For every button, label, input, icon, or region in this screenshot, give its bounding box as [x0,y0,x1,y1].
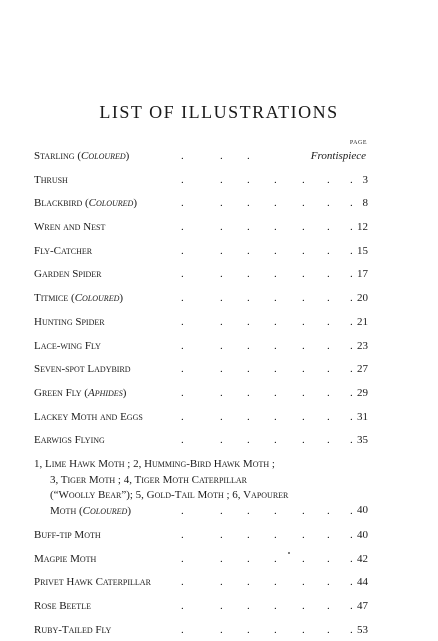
leader-dot: . [220,386,223,399]
leader-dot: . [181,150,184,162]
leader-dot: . [327,410,330,423]
leader-dot: . [302,173,305,186]
leader-dot: . [302,339,305,352]
leader-dot: . [274,504,277,517]
leader-dot: . [302,386,305,399]
leader-dot: . [350,268,353,281]
leader-dot: . [327,576,330,589]
entry-title-close: ) [119,292,124,305]
entry-title [34,291,123,305]
leader-dot: . [220,504,223,517]
page-number: 8 [362,197,368,210]
leader-dot: . [274,221,277,234]
leader-dot: . [274,410,277,423]
entry-title-italic: Coloured [74,292,120,305]
leader-dot: . [327,363,330,376]
leader-dot: . [274,434,277,447]
list-item [34,262,368,286]
leader-dot: . [302,623,305,636]
list-item [34,144,368,168]
page-number: 31 [357,410,368,423]
entry-title [34,149,129,163]
leader-dot: . [220,339,223,352]
leader-dot: . [350,173,353,186]
leader-dot: . [181,292,184,305]
leader-dot: . [247,528,250,541]
entry-title [34,196,137,210]
entry-title [34,410,143,424]
leader-dot: . [327,315,330,328]
leader-dot: . [181,504,184,517]
leader-dot: . [327,600,330,612]
leader-dot: . [247,504,250,517]
leader-dot: . [220,268,223,281]
leader-dot: . [181,410,184,423]
list-item [34,357,368,381]
leader-dot: . [181,339,184,352]
leader-dot: . [247,221,250,234]
leader-dot: . [220,576,223,589]
entry-title-text: Green Fly ( [34,386,88,399]
leader-dot: . [302,244,305,257]
leader-dot: . [274,363,277,376]
entry-title [34,433,105,447]
leader-dot: . [302,528,305,541]
leader-dot: . [274,173,277,186]
leader-dot: . [181,576,184,589]
entry-title [34,552,96,566]
entry-title-text: Lackey Moth and Eggs [34,410,143,423]
leader-dot: . [274,339,277,352]
leader-dot: . [327,173,330,186]
leader-dot: . [274,197,277,210]
page-number: 12 [357,221,368,234]
leader-dot: . [327,386,330,399]
leader-dot: . [327,623,330,636]
entry-title-italic: Aphides [87,386,123,399]
leader-dot: . [350,504,353,517]
list-item [34,239,368,263]
leader-dot: . [302,197,305,210]
leader-dot: . [274,576,277,589]
leader-dot: . [327,552,330,565]
leader-dot: . [181,363,184,376]
entry-title-close: ) [133,197,137,210]
list-item [34,310,368,334]
list-item [34,334,368,358]
entry-title-text: Earwigs Flying [34,434,105,447]
leader-dot: . [302,363,305,376]
page-number: 21 [357,315,368,328]
leader-dot: . [302,268,305,281]
page-number: 42 [357,552,368,565]
list-item-multiline [34,452,368,523]
leader-dot: . [220,244,223,257]
leader-dot: . [350,552,353,565]
leader-dot: . [220,410,223,423]
leader-dot: . [247,173,250,186]
leader-dot: . [350,315,353,328]
leader-dot: . [350,292,353,305]
page-number: 53 [357,623,368,636]
leader-dot: . [181,244,184,257]
list-item [34,191,368,215]
leader-dot: . [350,623,353,636]
page-number: 47 [357,600,368,612]
multi-line-4-italic: Coloured [82,504,128,517]
entry-title-text: Fly-Catcher [34,244,93,257]
leader-dot: . [302,292,305,305]
leader-dot: . [274,386,277,399]
leader-dot: . [181,528,184,541]
leader-dot: . [247,150,250,162]
leader-dot: . [350,244,353,257]
leader-dot: . [274,528,277,541]
leader-dot: . [247,434,250,447]
leader-dot: . [302,315,305,328]
leader-dot: . [350,576,353,589]
leader-dot: . [274,600,277,612]
leader-dot: . [247,386,250,399]
entry-title-italic: Coloured [88,197,134,210]
list-item [34,618,368,641]
leader-dot: . [220,434,223,447]
page-number: 29 [357,386,368,399]
list-item [34,547,368,571]
entry-title-text: Titmice ( [34,292,75,305]
leader-dot: . [181,552,184,565]
leader-dot: . [302,434,305,447]
entry-title-text: Rose Beetle [34,600,91,612]
list-item [34,381,368,405]
entry-title-text: Ruby-Tailed Fly [34,623,112,636]
multi-line-4 [50,504,131,520]
entry-title-text: Garden Spider [34,268,102,281]
entry-title [34,599,91,613]
leader-dot: . [220,292,223,305]
page-number: 23 [357,339,368,352]
leader-dot: . [327,434,330,447]
leader-dot: . [247,623,250,636]
leader-dot: . [220,173,223,186]
leader-dot: . [302,410,305,423]
leader-dot: . [247,315,250,328]
leader-dot: . [327,504,330,517]
entry-title [34,386,126,400]
page-number: 15 [357,244,368,257]
leader-dot: . [302,600,305,612]
leader-dot: . [247,363,250,376]
leader-dot: . [181,600,184,612]
leader-dot: . [327,244,330,257]
leader-dot: . [247,292,250,305]
entry-title [34,267,101,281]
leader-dot: . [181,386,184,399]
illustration-list [34,144,368,641]
entry-title-text: Blackbird ( [34,197,89,210]
leader-dot: . [220,150,223,162]
list-item [34,405,368,429]
entry-title-close: ) [122,386,127,399]
entry-title-close: ) [125,150,130,162]
leader-dot: . [247,600,250,612]
multi-line-3: (“Woolly Bear”); 5, Gold-Tail Moth ; 6, Vapourer [50,489,289,502]
list-item [34,570,368,594]
leader-dot: . [181,173,184,186]
page-number: 35 [357,434,368,447]
multi-line-1: 1, Lime Hawk Moth ; 2, Humming-Bird Hawk Moth ; [34,457,275,470]
leader-dot: . [220,623,223,636]
leader-dot: . [302,504,305,517]
leader-dot: . [220,315,223,328]
leader-dot: . [181,268,184,281]
entry-title-text: Seven-spot Ladybird [34,363,131,376]
multi-line-2: 3, Tiger Moth ; 4, Tiger Moth Caterpillar [50,473,247,486]
list-item [34,286,368,310]
leader-dot: . [327,268,330,281]
entry-title [34,362,131,376]
leader-dot: . [247,552,250,565]
entry-title-text: Lace-wing Fly [34,339,101,352]
leader-dot: . [181,221,184,234]
leader-dot: . [350,410,353,423]
leader-dot: . [247,197,250,210]
list-item [34,523,368,547]
list-item [34,215,368,239]
leader-dot: . [327,339,330,352]
entry-title [34,528,101,542]
paper-speck [288,552,290,554]
leader-dot: . [274,244,277,257]
leader-dot: . [327,221,330,234]
leader-dot: . [302,576,305,589]
list-item [34,594,368,618]
leader-dot: . [350,363,353,376]
leader-dot: . [181,197,184,210]
page-number: 44 [357,576,368,589]
leader-dot: . [247,268,250,281]
page-number: 40 [357,528,368,541]
leader-dot: . [350,197,353,210]
leader-dot: . [220,600,223,612]
entry-title [34,244,92,258]
leader-dot: . [274,623,277,636]
leader-dot: . [302,552,305,565]
entry-title [34,315,105,329]
entry-title-text: Starling ( [34,150,81,162]
entry-title-text: Thrush [34,173,68,186]
leader-dot: . [350,221,353,234]
leader-dot: . [247,576,250,589]
page-number: 17 [357,268,368,281]
entry-title-text: Privet Hawk Caterpillar [34,576,151,589]
list-item [34,168,368,192]
leader-dot: . [350,386,353,399]
page-number: 27 [357,363,368,376]
entry-title [34,220,105,234]
leader-dot: . [247,339,250,352]
leader-dot: . [181,434,184,447]
leader-dot: . [181,623,184,636]
leader-dot: . [247,410,250,423]
leader-dot: . [302,221,305,234]
leader-dot: . [274,268,277,281]
multi-line-4-text: Moth ( [50,504,83,517]
page-number: 40 [357,504,368,517]
leader-dot: . [350,339,353,352]
entry-title [34,173,68,187]
leader-dot: . [220,221,223,234]
leader-dot: . [274,315,277,328]
leader-dot: . [181,315,184,328]
leader-dot: . [327,528,330,541]
entry-title-text: Buff-tip Moth [34,528,101,541]
leader-dot: . [350,600,353,612]
page-number: Frontispiece [310,150,366,162]
entry-title-text: Hunting Spider [34,315,105,328]
leader-dot: . [350,434,353,447]
entry-title-italic: Coloured [81,150,126,162]
leader-dot: . [220,552,223,565]
page-title: LIST OF ILLUSTRATIONS [99,102,339,122]
entry-title [34,623,111,637]
entry-title-text: Wren and Nest [34,221,106,234]
leader-dot: . [220,528,223,541]
page-column-header: PAGE [349,140,367,146]
leader-dot: . [350,528,353,541]
leader-dot: . [247,244,250,257]
list-item [34,428,368,452]
entry-title [34,575,151,589]
page-number: 3 [362,173,368,186]
entry-title-text: Magpie Moth [34,552,97,565]
leader-dot: . [220,363,223,376]
leader-dot: . [327,292,330,305]
leader-dot: . [274,292,277,305]
leader-dot: . [327,197,330,210]
entry-title [34,339,101,353]
leader-dot: . [220,197,223,210]
page-number: 20 [357,292,368,305]
multi-line-4-close: ) [127,504,131,517]
leader-dot: . [274,552,277,565]
